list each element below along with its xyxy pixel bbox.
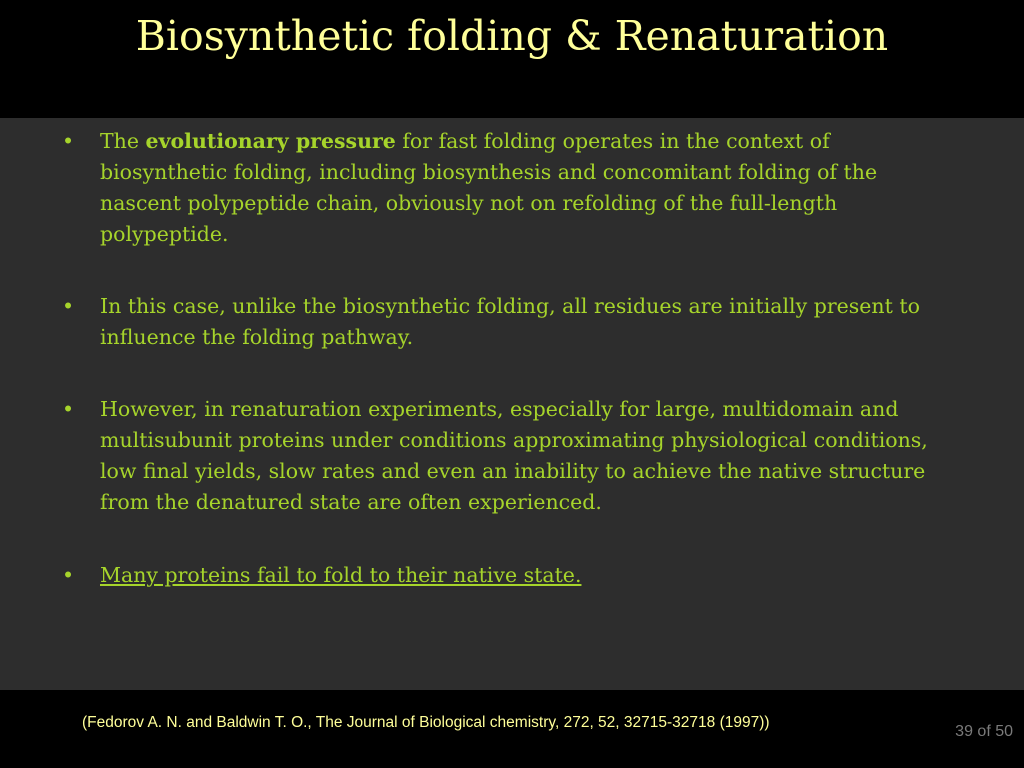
bullet-text: for fast folding operates in the context of biosynthetic folding, including biosynthesis and concomitant folding of the nascent polypeptide chain, obviously not on refolding of the full-length polypeptide. <box>100 129 878 246</box>
bullet-text: However, in renaturation experiments, especially for large, multidomain and multisubunit proteins under conditions approximating physiological conditions, low final yields, slow rates and even an inability to achieve the native structure from the denatured state are often experienced. <box>100 397 928 514</box>
bullet-list <box>62 126 962 591</box>
bullet-marker: • <box>62 397 75 421</box>
bullet-text: The <box>100 129 146 153</box>
bullet-marker: • <box>62 129 75 153</box>
bullet-text: In this case, unlike the biosynthetic folding, all residues are initially present to influence the folding pathway. <box>100 294 920 349</box>
bullet-link-text: Many proteins fail to fold to their native state. <box>100 563 582 587</box>
bullet-marker: • <box>62 294 75 318</box>
bullet-item <box>62 126 962 250</box>
bullet-emphasis: evolutionary pressure <box>145 129 396 153</box>
bullet-item <box>62 291 962 353</box>
bullet-marker: • <box>62 563 75 587</box>
bullet-item <box>62 560 962 591</box>
bullet-item <box>62 394 962 518</box>
slide-title: Biosynthetic folding & Renaturation <box>135 12 889 60</box>
page-number: 39 of 50 <box>955 723 1013 740</box>
citation: (Fedorov A. N. and Baldwin T. O., The Journal of Biological chemistry, 272, 52, 32715-32718 (1997)) <box>82 714 770 731</box>
